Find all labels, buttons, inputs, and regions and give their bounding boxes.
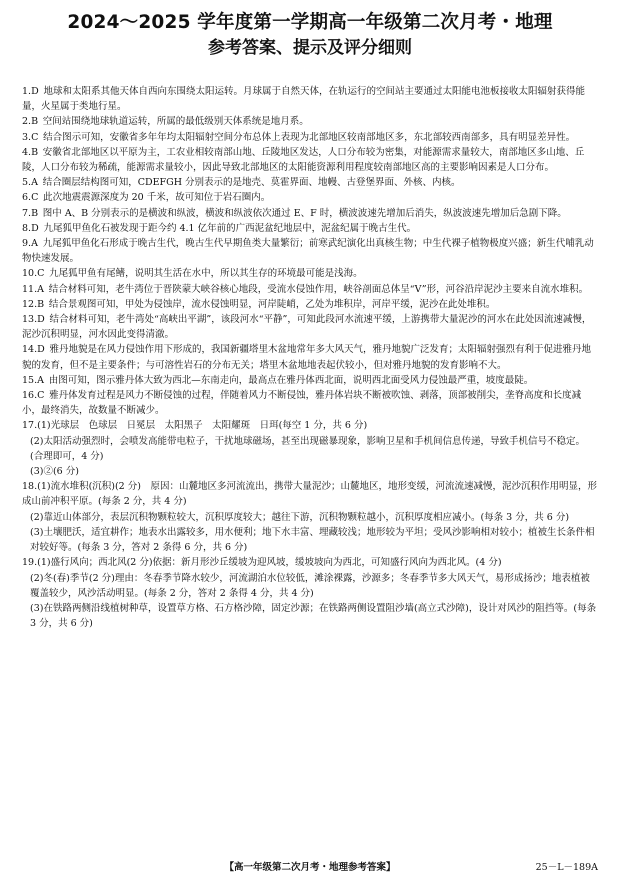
question-number: 10.C [22, 268, 45, 280]
answer-item [22, 342, 598, 372]
page-title: 2024～2025 学年度第一学期高一年级第二次月考・地理 [67, 12, 553, 33]
page-subtitle: 参考答案、提示及评分细则 [208, 38, 412, 58]
question-number: 14.D [22, 344, 45, 356]
question-number: 3.C [22, 131, 39, 143]
question-17 [22, 418, 598, 479]
answer-text: 此次地震震源深度为 20 千米，故可知位于岩石圈内。 [43, 192, 271, 204]
answer-text: 图中 A、B 分别表示的是横波和纵波，横波和纵波依次通过 E、F 时，横波波速先增加后消失，纵波波速先增加后急剧下降。 [42, 207, 567, 219]
answer-item [22, 236, 598, 266]
question-number: 9.A [22, 238, 38, 250]
answer-text: 地球和太阳系其他天体自西向东围绕太阳运转。月球属于自然天体，在轨运行的空间站主要通过太阳能电池板接收太阳辐射获得能量，火星属于类地行星。 [22, 86, 585, 113]
answer-text: 空间站围绕地球轨道运转，所属的最低级别天体系统是地月系。 [42, 116, 309, 128]
answer-part: (2)靠近山体部分，表层沉积物颗粒较大，沉积厚度较大；越往下游，沉积物颗粒越小，沉积厚度相应减小。(每条 3 分，共 6 分) [30, 511, 570, 523]
answer-text: 结合圈层结构图可知，CDEFGH 分别表示的是地壳、莫霍界面、地幔、古登堡界面、外核、内核。 [42, 177, 461, 189]
answer-item [22, 206, 598, 221]
question-number: 5.A [22, 177, 38, 189]
answer-part: (1)光球层 色球层 日冕层 太阳黑子 太阳耀斑 日珥(每空 1 分，共 6 分) [37, 420, 368, 432]
answer-item [22, 373, 598, 388]
multiple-choice-answers [22, 84, 598, 418]
answer-part: (3)土壤肥沃，适宜耕作；地表水出露较多，用水便利；地下水丰富、埋藏较浅；地形较为平坦；受风沙影响相对较小；植被生长条件相对较好等。(每条 3 分，答对 2 条得 6 分，共 6 分) [30, 526, 595, 554]
answer-text: 九尾狐甲鱼化石被发现于距今约 4.1 亿年前的广西泥盆纪地层中，泥盆纪属于晚古生代。 [43, 222, 417, 234]
answer-part: (1)流水堆积(沉积)(2 分) 原因：山麓地区多河流流出，携带大量泥沙；山麓地区，地形变缓，河流流速减慢，泥沙沉积作用明显，形成山前冲积平原。(每条 2 分，共 4 分) [22, 481, 597, 508]
answer-item [22, 388, 598, 418]
footer-code: 25－L－189A [535, 862, 598, 873]
question-number: 4.B [22, 146, 39, 158]
question-number: 11.A [22, 283, 44, 295]
question-number: 18. [22, 481, 38, 493]
answer-item [22, 175, 598, 190]
question-18 [22, 479, 598, 555]
question-number: 7.B [22, 207, 39, 219]
question-number: 19. [22, 557, 38, 569]
answer-text: 安徽省北部地区以平原为主，工农业相较南部山地、丘陵地区发达，人口分布较为密集，对能源需求量较大，南部地区多山地、丘陵，人口分布较为稀疏，能源需求量较小，因此导致北部地区的太阳能资源利用程度较南部地区高的主要影响因素是人口分布。 [22, 146, 585, 174]
answer-item [22, 297, 598, 312]
answer-text: 九尾狐甲鱼有尾鳍，说明其生活在水中，所以其生存的环境最可能是浅海。 [49, 268, 363, 280]
question-number: 16.C [22, 390, 45, 402]
answer-text: 结合图示可知，安徽省多年年均太阳辐射空间分布总体上表现为北部地区较南部地区多，东北部较西南部多，具有明显差异性。 [43, 131, 576, 143]
answer-item [22, 312, 598, 342]
answer-item [22, 145, 598, 175]
answer-text: 由图可知，图示雅丹体大致为西北—东南走向，最高点在雅丹体西北面，说明西北面受风力侵蚀最严重，坡度最陡。 [48, 374, 534, 386]
answer-text: 结合材料可知，老牛湾处“高峡出平湖”，该段河水“平静”，可知此段河水流速平缓，上游携带大量泥沙的河水在此处因流速减慢，泥沙沉积明显，河水因此变得清澈。 [22, 314, 592, 341]
answer-part: (3)②(6 分) [30, 466, 79, 478]
answer-content [22, 84, 598, 631]
answer-item [22, 130, 598, 145]
answer-part: (1)盛行风向；西北风(2 分)依据：新月形沙丘缓坡为迎风坡，缓坡坡向为西北，可知盛行风向为西北风。(4 分) [37, 557, 502, 569]
question-number: 8.D [22, 222, 39, 234]
answer-item [22, 266, 598, 281]
question-number: 15.A [22, 374, 44, 386]
question-number: 1.D [22, 86, 39, 97]
answer-item [22, 114, 598, 129]
answer-item [22, 221, 598, 236]
question-number: 13.D [22, 314, 45, 326]
answer-text: 雅丹体发育过程是风力不断侵蚀的过程，伴随着风力不断侵蚀，雅丹体岩块不断被吹蚀、剥落，顶部被削尖，垄脊高度和长度减小，最终消失，故数量不断减少。 [22, 390, 582, 417]
answer-item [22, 282, 598, 297]
answer-text: 九尾狐甲鱼化石形成于晚古生代，晚古生代早期鱼类大量繁衍；前寒武纪演化出真核生物；中生代裸子植物极度兴盛；新生代哺乳动物快速发展。 [22, 238, 594, 265]
answer-part: (3)在铁路两侧沿线植树种草，设置草方格、石方格沙障，固定沙源；在铁路两侧设置阻沙墙(高立式沙障)，设计对风沙的阻挡等。(每条 3 分，共 6 分) [30, 602, 597, 630]
page-footer [0, 859, 620, 873]
question-number: 2.B [22, 116, 39, 128]
answer-part: (2)冬(春)季节(2 分)理由：冬春季节降水较少，河流湖泊水位较低，滩涂裸露，沙源多；冬春季节多大风天气，易形成扬沙；地表植被覆盖较少，风沙活动明显。(每条 2 分，答对 2 条得 4 分，共 4 分) [30, 572, 590, 599]
answer-item [22, 84, 598, 114]
answer-part: (2)太阳活动强烈时，会喷发高能带电粒子，干扰地球磁场，甚至出现磁暴现象，影响卫星和手机间信息传递，导致手机信号不稳定。(合理即可，4 分) [30, 435, 585, 462]
question-19 [22, 555, 598, 631]
question-number: 12.B [22, 298, 45, 310]
question-number: 6.C [22, 192, 39, 204]
footer-label: 【高一年级第二次月考・地理参考答案】 [224, 862, 396, 873]
question-number: 17. [22, 420, 38, 432]
answer-item [22, 190, 598, 205]
answer-text: 结合材料可知，老牛湾位于晋陕蒙大峡谷核心地段，受流水侵蚀作用，峡谷剖面总体呈“V”形，河谷沿岸泥沙主要来自流水堆积。 [48, 283, 589, 295]
answer-text: 结合景观图可知，甲处为侵蚀岸，流水侵蚀明显，河岸陡峭，乙处为堆积岸，河岸平缓，泥沙在此处堆积。 [48, 298, 496, 310]
answer-text: 雅丹地貌是在风力侵蚀作用下形成的，我国新疆塔里木盆地常年多大风天气，雅丹地貌广泛发育；太阳辐射强烈有利于促进雅丹地貌的发育，但不是主要条件；与可溶性岩石的分布无关；塔里木盆地地表起伏较小，但对雅丹地貌的发育影响不大。 [22, 344, 591, 371]
